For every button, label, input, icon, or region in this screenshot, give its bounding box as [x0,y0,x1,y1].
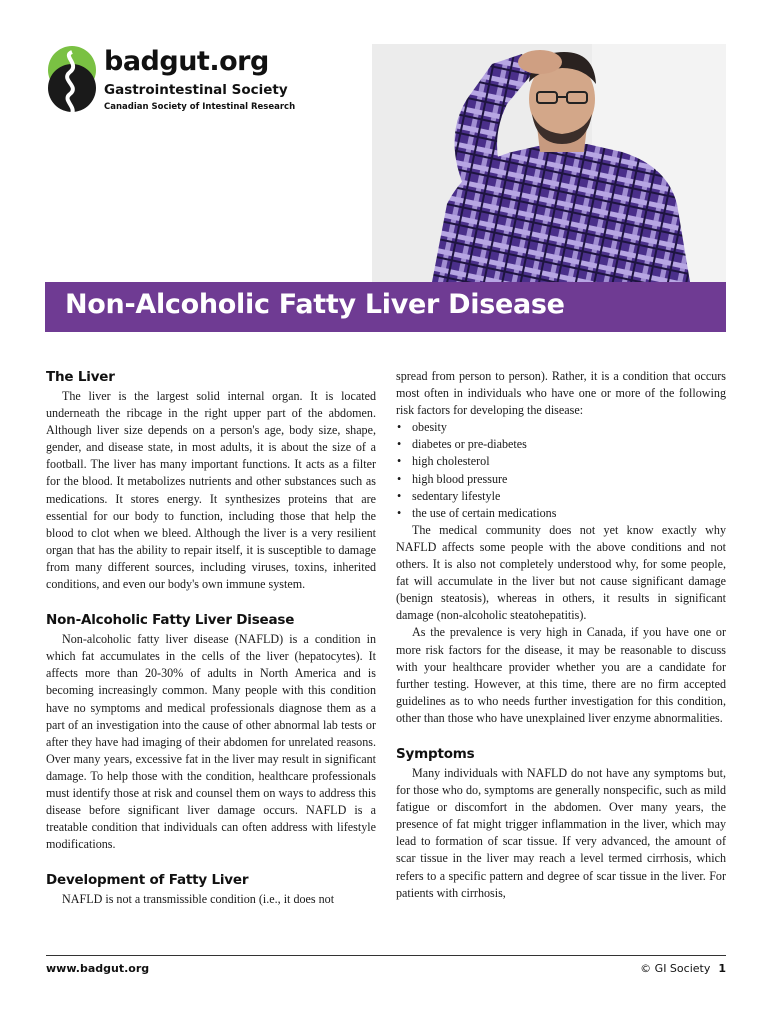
list-item: • high cholesterol [396,453,726,470]
heading-symptoms: Symptoms [396,745,475,762]
left-column [46,368,376,908]
copyright-text: © GI Society [640,962,711,975]
paragraph-prevalence: As the prevalence is very high in Canada, if you have one or more risk factors for the disease, it may be reasonable to discuss with your healthcare provider whether you are a candidate for further testing. However, at this time, there are no firm accepted guidelines as to who needs further investigation for this condition, other than those who have unexplained liver enzyme abnormalities. [396,625,726,725]
paragraph-development-continued: spread from person to person). Rather, it is a condition that occurs most often in individuals who have one or more of the following risk factors for developing the disease: [396,369,726,418]
list-item: • obesity [396,419,726,436]
logo-org-subtitle: Canadian Society of Intestinal Research [104,102,296,112]
footer-copyright [640,962,726,975]
list-item: • sedentary lifestyle [396,488,726,505]
paragraph-development-start: NAFLD is not a transmissible condition (i.e., it does not [62,892,335,907]
right-column [396,368,726,902]
heading-the-liver: The Liver [46,369,115,385]
logo-org-name: Gastrointestinal Society [104,82,288,98]
logo-site-name: badgut.org [104,46,269,77]
page-number: 1 [718,962,726,975]
list-item: • diabetes or pre-diabetes [396,436,726,453]
footer-divider [46,955,726,956]
paragraph-the-liver: The liver is the largest solid internal organ. It is located underneath the ribcage in the right upper part of the abdomen. Although liver size depends on a person's age, body size, shape, gender, and disease state, in most adults, it is about the size of a football. The liver has many important functions. It acts as a filter for the blood. It metabolizes nutrients and other substances such as medications. It stores energy. It synthesizes proteins that are essential for our body to function, including those that help the blood to clot when we bleed. Although the liver is a very resilient organ that has the ability to repair itself, it is susceptible to damage from many different sources, including viruses, toxins, inherited conditions, and even our body's own immune system. [46,389,376,592]
paragraph-medical-community: The medical community does not yet know exactly why NAFLD affects some people with the above conditions and not others. It is also not completely understood why, for some people, fat will accumulate in the liver but not cause significant damage (benign steatosis), whereas in others, it results in significant damage (non-alcoholic steatohepatitis). [396,522,726,623]
risk-factor-list [396,419,726,522]
page-title: Non-Alcoholic Fatty Liver Disease [65,289,565,320]
list-item: • high blood pressure [396,471,726,488]
title-band [45,282,726,332]
badgut-logo[interactable] [46,44,306,124]
paragraph-symptoms: Many individuals with NAFLD do not have any symptoms but, for those who do, symptoms are generally nonspecific, such as mild fatigue or discomfort in the abdomen. Over many years, the presence of fat might trigger inflammation in the liver, which may lead to formation of scar tissue. If very advanced, the amount of scar tissue in the liver may reach a level termed cirrhosis, which refers to a specific pattern and degree of scar tissue in the liver. For patients with cirrhosis, [396,765,726,900]
footer-website-link[interactable]: www.badgut.org [46,962,150,975]
stomach-logo-icon [46,44,102,116]
heading-nafld: Non-Alcoholic Fatty Liver Disease [46,612,295,629]
page-header [0,0,770,282]
paragraph-nafld: Non-alcoholic fatty liver disease (NAFLD) is a condition in which fat accumulates in the cells of the liver (hepatocytes). It affects more than 20-30% of adults in North America and is becoming increasingly common. Many people with this condition have no symptoms and medical professionals diagnose them as a part of an investigation into the cause of other abnormal lab tests or after they have had imaging of their abdomen for unrelated reasons. Over many years, excessive fat in the liver may result in significant damage. To help those with the condition, healthcare professionals must identify those at risk and counsel them on ways to address this disease before significant liver damage occurs. NAFLD is a treatable condition that individuals can often address with lifestyle modifications. [46,632,376,852]
list-item: • the use of certain medications [396,505,726,522]
header-photo-man-plaid-shirt [372,44,726,282]
heading-development: Development of Fatty Liver [46,872,249,889]
